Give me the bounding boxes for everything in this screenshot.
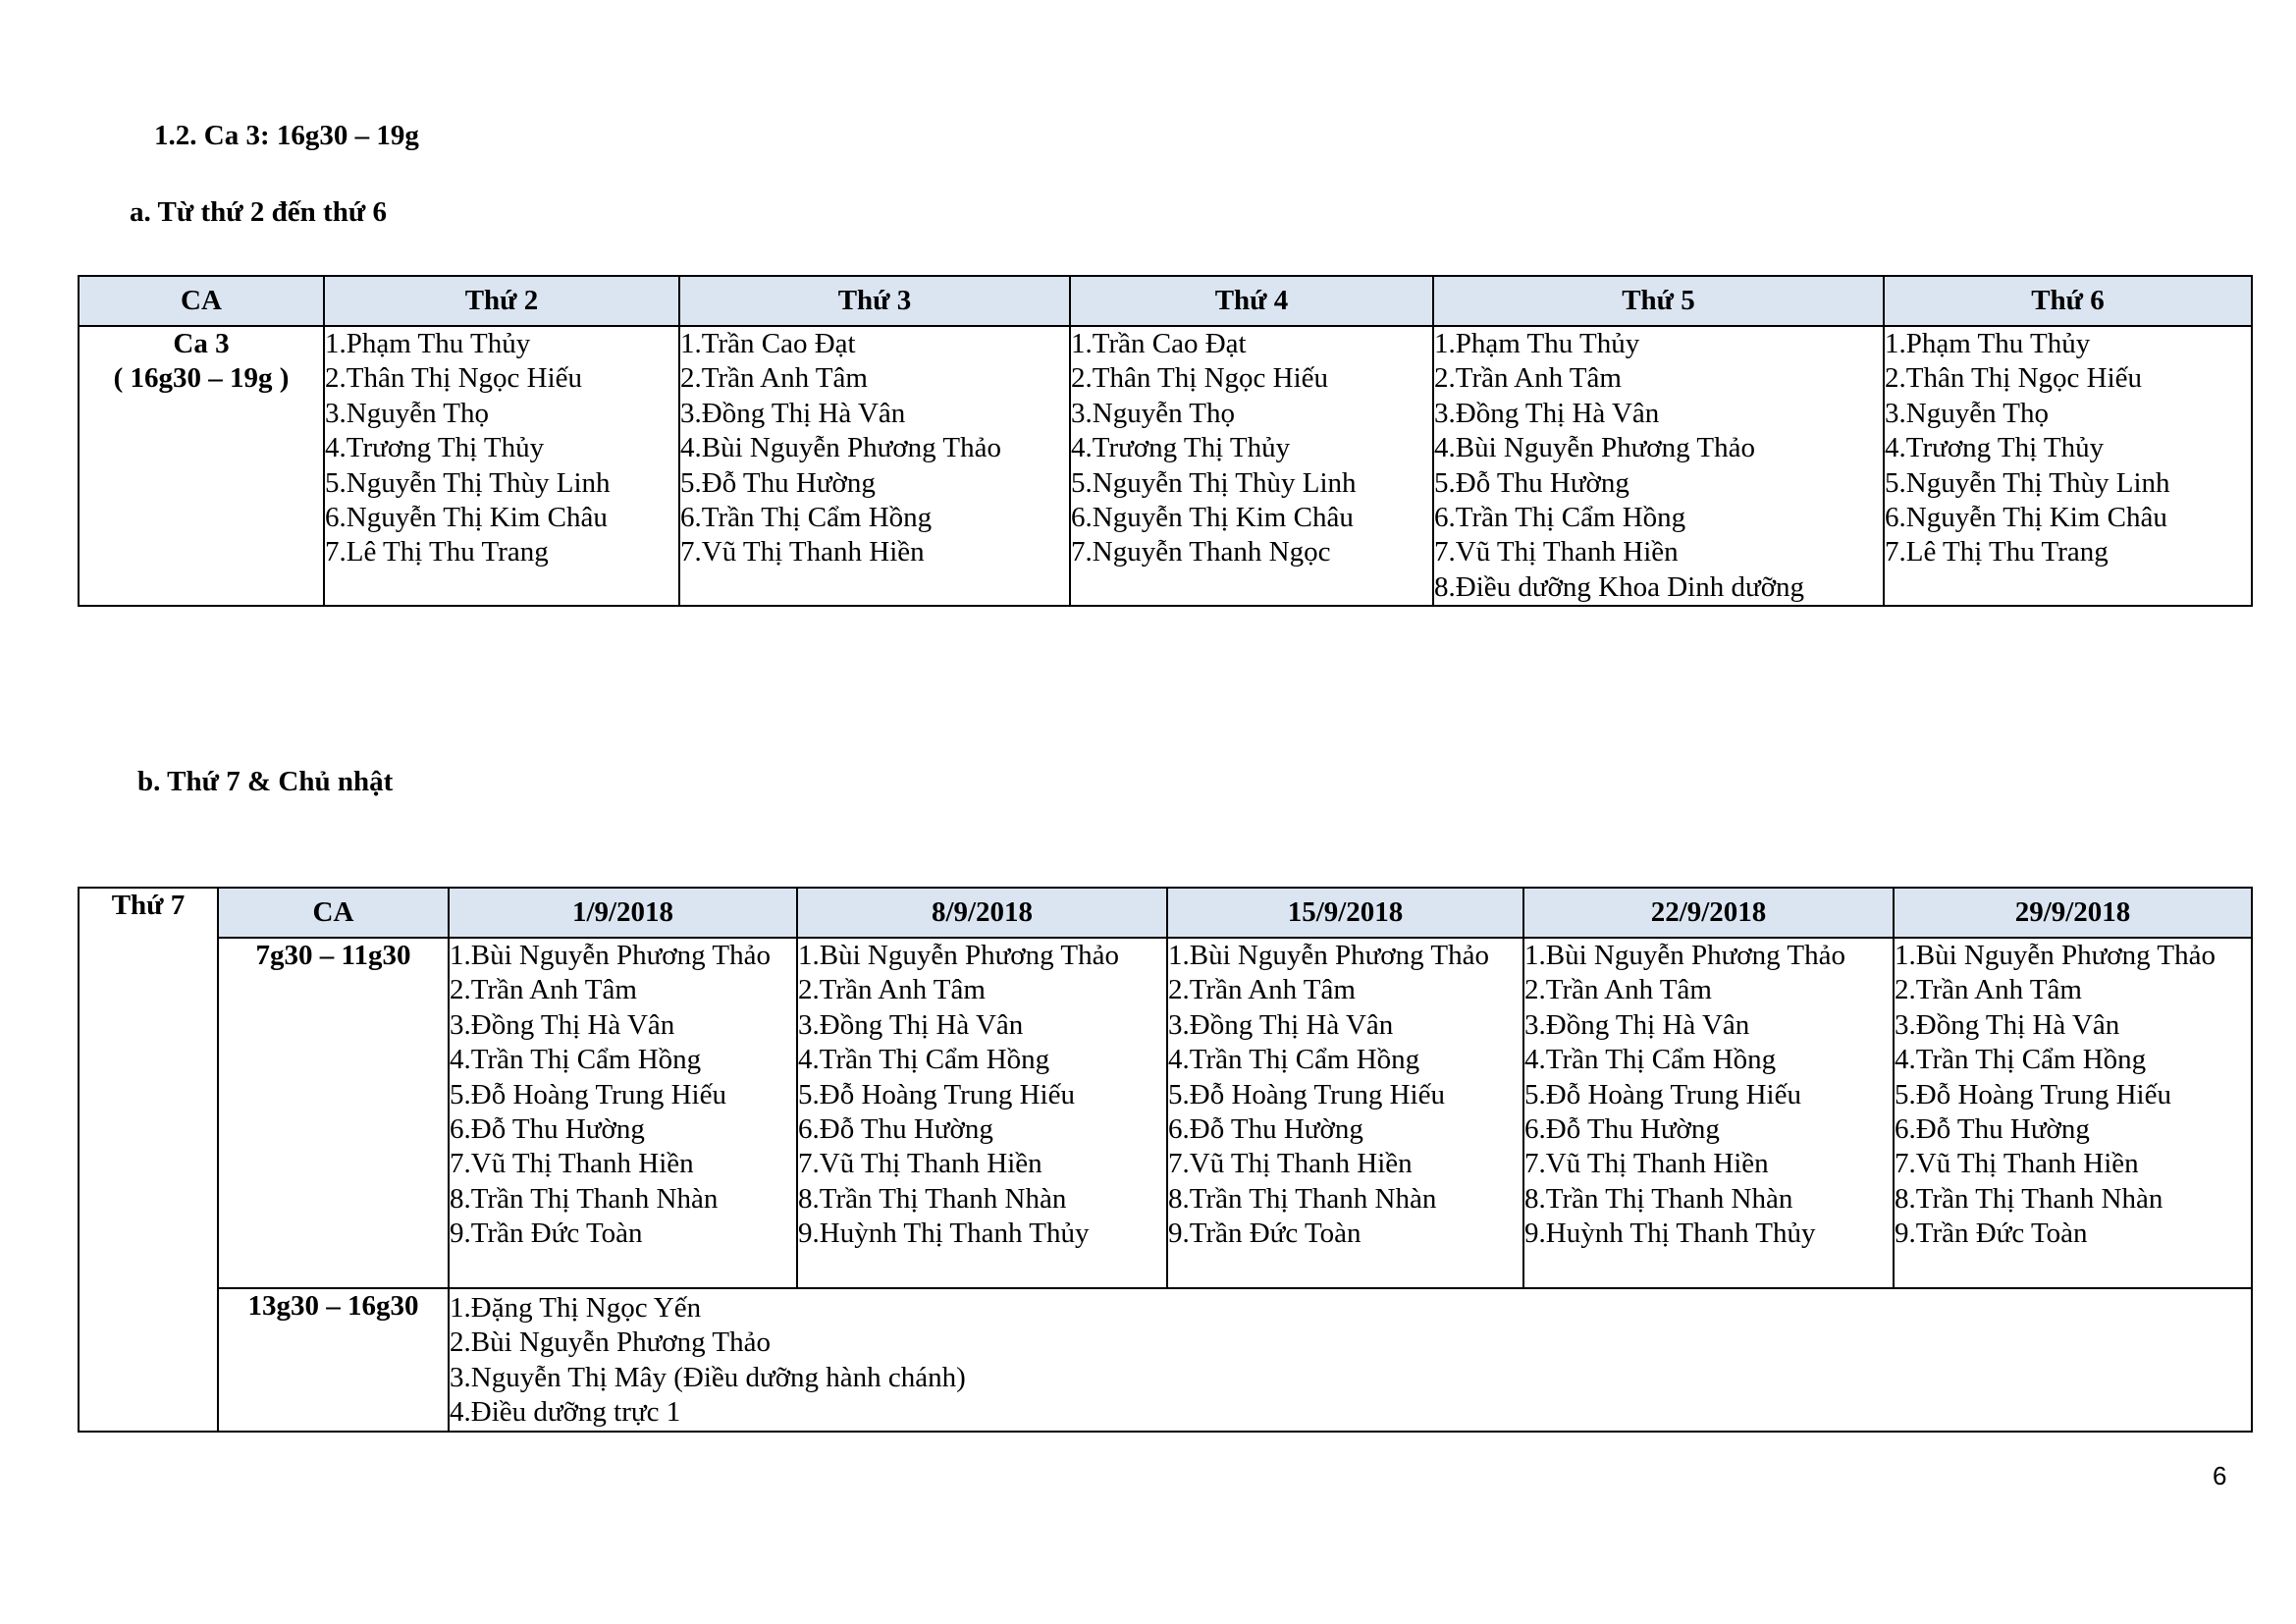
col-header-date: 29/9/2018: [1894, 888, 2252, 938]
list-item: 3.Nguyễn Thọ: [1885, 397, 2050, 429]
list-item: 4.Trương Thị Thủy: [325, 432, 545, 464]
list-item: 5.Đỗ Hoàng Trung Hiếu: [1524, 1078, 1801, 1110]
list-item: 1.Phạm Thu Thủy: [1434, 328, 1640, 359]
list-item: 2.Thân Thị Ngọc Hiếu: [325, 362, 583, 395]
list-item: 7.Lê Thị Thu Trang: [325, 536, 549, 568]
col-header-thu-6: Thứ 6: [1884, 276, 2252, 326]
list-item: 6.Nguyễn Thị Kim Châu: [1885, 502, 2167, 534]
list-item: 3.Nguyễn Thọ: [325, 397, 490, 429]
list-item: 4.Bùi Nguyễn Phương Thảo: [1434, 432, 1755, 464]
list-item: 9.Trần Đức Toàn: [450, 1218, 643, 1250]
shift-time: ( 16g30 – 19g ): [113, 362, 290, 394]
shift-name: Ca 3: [173, 328, 230, 359]
list-item: 2.Trần Anh Tâm: [1168, 974, 1356, 1006]
list-item: 4.Trương Thị Thủy: [1071, 432, 1291, 464]
table-header-row: [79, 888, 2252, 938]
names-cell: [1070, 326, 1433, 606]
list-item: 6.Nguyễn Thị Kim Châu: [1071, 502, 1354, 534]
list-item: 7.Nguyễn Thanh Ngọc: [1071, 536, 1331, 568]
list-item: 6.Đỗ Thu Hường: [1895, 1113, 2090, 1146]
list-item: 3.Đồng Thị Hà Vân: [680, 397, 906, 429]
list-item: 4.Trần Thị Cẩm Hồng: [1895, 1044, 2147, 1076]
list-item: 3.Nguyễn Thọ: [1071, 397, 1236, 429]
names-cell: [449, 938, 797, 1288]
list-item: 9.Trần Đức Toàn: [1168, 1218, 1362, 1250]
shift-label-morning: 7g30 – 11g30: [218, 938, 449, 1288]
list-item: 1.Bùi Nguyễn Phương Thảo: [1168, 940, 1489, 971]
list-item: 6.Đỗ Thu Hường: [1168, 1113, 1363, 1146]
list-item: 6.Trần Thị Cẩm Hồng: [1434, 502, 1686, 534]
list-item: 6.Trần Thị Cẩm Hồng: [680, 502, 933, 534]
col-header-thu-4: Thứ 4: [1070, 276, 1433, 326]
list-item: 3.Đồng Thị Hà Vân: [450, 1008, 675, 1041]
list-item: 8.Điều dưỡng Khoa Dinh dưỡng: [1434, 570, 1805, 603]
list-item: 1.Phạm Thu Thủy: [325, 328, 531, 359]
list-item: 7.Lê Thị Thu Trang: [1885, 536, 2109, 568]
list-item: 5.Đỗ Hoàng Trung Hiếu: [1895, 1078, 2171, 1110]
list-item: 5.Đỗ Hoàng Trung Hiếu: [1168, 1078, 1445, 1110]
list-item: 6.Đỗ Thu Hường: [798, 1113, 993, 1146]
shift-label-afternoon: 13g30 – 16g30: [218, 1288, 449, 1432]
names-cell: [1167, 938, 1523, 1288]
table-row: [79, 326, 2252, 606]
list-item: 4.Bùi Nguyễn Phương Thảo: [680, 432, 1001, 464]
list-item: 3.Đồng Thị Hà Vân: [1434, 397, 1660, 429]
list-item: 3.Đồng Thị Hà Vân: [1524, 1008, 1750, 1041]
list-item: 8.Trần Thị Thanh Nhàn: [1168, 1182, 1437, 1215]
names-cell: [1894, 938, 2252, 1288]
list-item: 1.Trần Cao Đạt: [680, 328, 856, 359]
list-item: 9.Huỳnh Thị Thanh Thủy: [798, 1218, 1090, 1250]
names-cell: [324, 326, 679, 606]
table-header-row: [79, 276, 2252, 326]
list-item: 1.Bùi Nguyễn Phương Thảo: [798, 940, 1119, 971]
list-item: 6.Nguyễn Thị Kim Châu: [325, 502, 608, 534]
schedule-table-weekdays: [78, 275, 2253, 607]
col-header-date: 8/9/2018: [797, 888, 1167, 938]
list-item: 2.Trần Anh Tâm: [1895, 974, 2082, 1006]
names-cell: [449, 1288, 2252, 1432]
day-label: Thứ 7: [79, 888, 218, 1432]
names-cell: [1523, 938, 1894, 1288]
list-item: 2.Trần Anh Tâm: [450, 974, 637, 1006]
table-row: [79, 1288, 2252, 1432]
list-item: 8.Trần Thị Thanh Nhàn: [1895, 1182, 2163, 1215]
list-item: 1.Bùi Nguyễn Phương Thảo: [450, 940, 771, 971]
names-cell: [1884, 326, 2252, 606]
list-item: 4.Trần Thị Cẩm Hồng: [1168, 1044, 1420, 1076]
list-item: 9.Huỳnh Thị Thanh Thủy: [1524, 1218, 1816, 1250]
col-header-date: 15/9/2018: [1167, 888, 1523, 938]
names-cell: [1433, 326, 1884, 606]
col-header-thu-5: Thứ 5: [1433, 276, 1884, 326]
table-row: [79, 938, 2252, 1288]
list-item: 5.Đỗ Hoàng Trung Hiếu: [798, 1078, 1075, 1110]
list-item: 3.Đồng Thị Hà Vân: [1895, 1008, 2120, 1041]
list-item: 2.Trần Anh Tâm: [680, 362, 868, 395]
list-item: 3.Nguyễn Thị Mây (Điều dưỡng hành chánh): [450, 1361, 966, 1393]
list-item: 5.Đỗ Hoàng Trung Hiếu: [450, 1078, 726, 1110]
col-header-date: 22/9/2018: [1523, 888, 1894, 938]
list-item: 7.Vũ Thị Thanh Hiền: [1524, 1148, 1769, 1180]
col-header-ca: CA: [218, 888, 449, 938]
col-header-date: 1/9/2018: [449, 888, 797, 938]
list-item: 7.Vũ Thị Thanh Hiền: [680, 536, 925, 568]
list-item: 5.Nguyễn Thị Thùy Linh: [1885, 466, 2170, 499]
subheading-a: a. Từ thứ 2 đến thứ 6: [130, 196, 387, 228]
list-item: 8.Trần Thị Thanh Nhàn: [798, 1182, 1067, 1215]
list-item: 9.Trần Đức Toàn: [1895, 1218, 2088, 1250]
col-header-ca: CA: [79, 276, 324, 326]
list-item: 2.Thân Thị Ngọc Hiếu: [1885, 362, 2143, 395]
names-cell: [679, 326, 1070, 606]
list-item: 1.Trần Cao Đạt: [1071, 328, 1247, 359]
list-item: 2.Trần Anh Tâm: [1434, 362, 1622, 395]
list-item: 1.Phạm Thu Thủy: [1885, 328, 2091, 359]
list-item: 8.Trần Thị Thanh Nhàn: [1524, 1182, 1793, 1215]
list-item: 7.Vũ Thị Thanh Hiền: [1168, 1148, 1413, 1180]
col-header-thu-2: Thứ 2: [324, 276, 679, 326]
list-item: 1.Bùi Nguyễn Phương Thảo: [1895, 940, 2216, 971]
shift-label-cell: [79, 326, 324, 606]
list-item: 3.Đồng Thị Hà Vân: [1168, 1008, 1394, 1041]
subheading-b: b. Thứ 7 & Chủ nhật: [137, 766, 394, 797]
list-item: 4.Trần Thị Cẩm Hồng: [1524, 1044, 1777, 1076]
page-number: 6: [2213, 1461, 2227, 1490]
list-item: 7.Vũ Thị Thanh Hiền: [450, 1148, 694, 1180]
names-cell: [797, 938, 1167, 1288]
list-item: 1.Đặng Thị Ngọc Yến: [450, 1292, 702, 1324]
list-item: 8.Trần Thị Thanh Nhàn: [450, 1182, 719, 1215]
schedule-table-weekend: [78, 887, 2253, 1433]
list-item: 4.Trần Thị Cẩm Hồng: [450, 1044, 702, 1076]
list-item: 4.Trương Thị Thủy: [1885, 432, 2105, 464]
list-item: 2.Trần Anh Tâm: [798, 974, 986, 1006]
section-heading-1-2: 1.2. Ca 3: 16g30 – 19g: [154, 120, 419, 151]
list-item: 6.Đỗ Thu Hường: [1524, 1113, 1720, 1146]
list-item: 2.Trần Anh Tâm: [1524, 974, 1712, 1006]
list-item: 1.Bùi Nguyễn Phương Thảo: [1524, 940, 1845, 971]
list-item: 5.Nguyễn Thị Thùy Linh: [1071, 466, 1357, 499]
list-item: 2.Bùi Nguyễn Phương Thảo: [450, 1326, 771, 1359]
list-item: 4.Trần Thị Cẩm Hồng: [798, 1044, 1050, 1076]
list-item: 4.Điều dưỡng trực 1: [450, 1396, 681, 1429]
list-item: 5.Đỗ Thu Hường: [680, 466, 876, 499]
col-header-thu-3: Thứ 3: [679, 276, 1070, 326]
list-item: 6.Đỗ Thu Hường: [450, 1113, 645, 1146]
list-item: 5.Đỗ Thu Hường: [1434, 466, 1629, 499]
list-item: 3.Đồng Thị Hà Vân: [798, 1008, 1024, 1041]
list-item: 2.Thân Thị Ngọc Hiếu: [1071, 362, 1329, 395]
list-item: 7.Vũ Thị Thanh Hiền: [1895, 1148, 2139, 1180]
list-item: 7.Vũ Thị Thanh Hiền: [1434, 536, 1679, 568]
list-item: 7.Vũ Thị Thanh Hiền: [798, 1148, 1042, 1180]
list-item: 5.Nguyễn Thị Thùy Linh: [325, 466, 611, 499]
